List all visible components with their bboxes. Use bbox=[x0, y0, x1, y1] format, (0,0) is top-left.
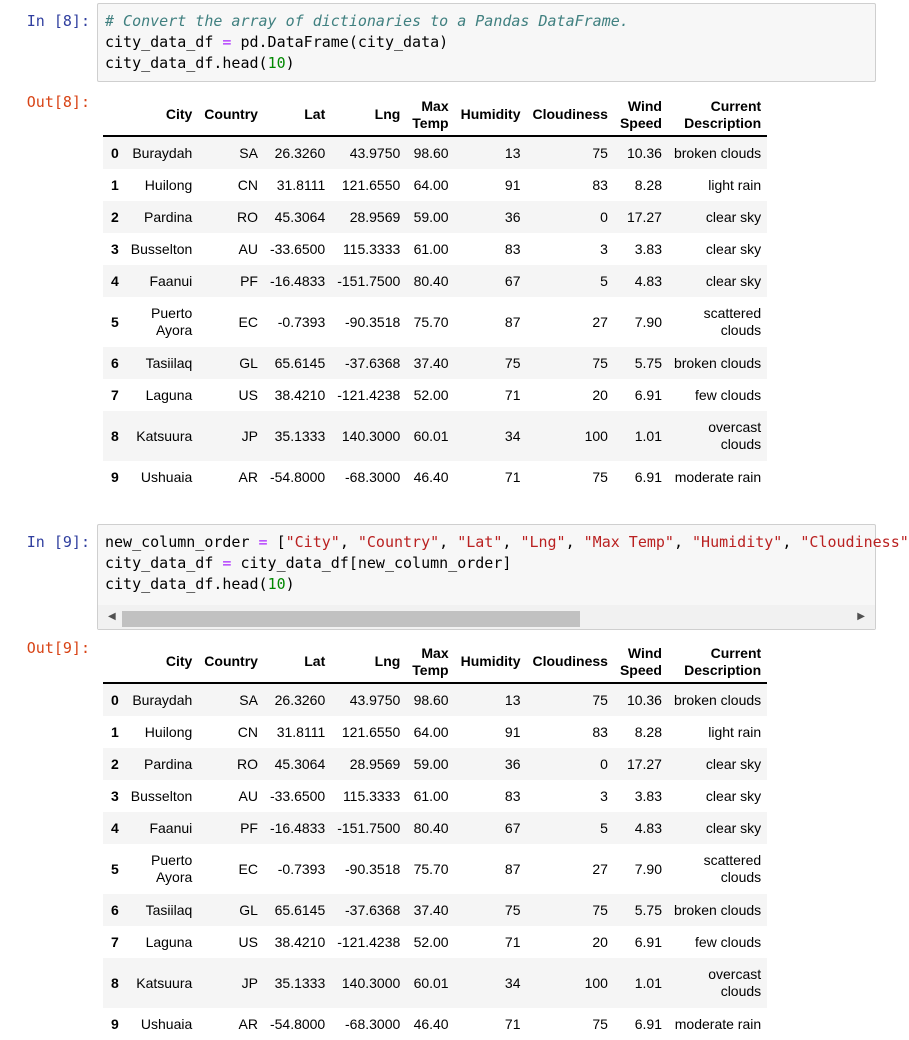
table-cell: AU bbox=[238, 787, 258, 804]
table-cell: 6.91 bbox=[634, 933, 662, 950]
table-cell: CN bbox=[237, 176, 258, 193]
table-cell: 64.00 bbox=[413, 723, 449, 740]
table-cell: 6.91 bbox=[634, 468, 662, 485]
table-cell: 45.3064 bbox=[274, 208, 326, 225]
table-cell: -0.7393 bbox=[277, 313, 326, 330]
table-cell: 35.1333 bbox=[274, 427, 326, 444]
table-cell: Buraydah bbox=[132, 691, 193, 708]
column-header: Current Description bbox=[668, 94, 767, 136]
table-cell: 75 bbox=[592, 901, 608, 918]
table-cell: 28.9569 bbox=[349, 208, 401, 225]
table-cell: 121.6550 bbox=[341, 723, 401, 740]
table-cell: broken clouds bbox=[673, 354, 762, 371]
code-line bbox=[105, 574, 868, 595]
table-cell: Tasiilaq bbox=[145, 901, 193, 918]
table-cell: clear sky bbox=[705, 787, 762, 804]
table-cell: overcast clouds bbox=[708, 966, 762, 999]
code-token: city_data_df[new_column_order] bbox=[231, 554, 512, 572]
row-index: 0 bbox=[111, 691, 119, 708]
code-token: , bbox=[673, 533, 693, 551]
table-cell: 5.75 bbox=[634, 354, 662, 371]
table-row bbox=[103, 461, 767, 493]
table-cell: 83 bbox=[592, 723, 608, 740]
column-header: Country bbox=[198, 641, 264, 683]
table-row bbox=[103, 136, 767, 169]
code-line bbox=[105, 553, 868, 574]
code-token: = bbox=[222, 33, 232, 51]
table-cell: Pardina bbox=[144, 208, 193, 225]
table-cell: 45.3064 bbox=[274, 755, 326, 772]
row-index: 9 bbox=[111, 468, 119, 485]
column-header bbox=[103, 641, 125, 683]
row-index: 1 bbox=[111, 176, 119, 193]
table-cell: Pardina bbox=[144, 755, 193, 772]
column-header: Current Description bbox=[668, 641, 767, 683]
table-cell: -54.8000 bbox=[269, 468, 326, 485]
table-cell: -33.6500 bbox=[269, 787, 326, 804]
table-cell: 13 bbox=[504, 691, 521, 708]
column-header: Lat bbox=[264, 641, 331, 683]
table-cell: 37.40 bbox=[413, 901, 449, 918]
table-cell: 13 bbox=[504, 144, 521, 161]
column-header: Country bbox=[198, 94, 264, 136]
table-row bbox=[103, 958, 767, 1008]
table-cell: broken clouds bbox=[673, 901, 762, 918]
table-cell: 8.28 bbox=[634, 176, 662, 193]
table-cell: 83 bbox=[504, 240, 521, 257]
table-cell: scattered clouds bbox=[703, 305, 762, 338]
table-cell: 27 bbox=[592, 860, 608, 877]
column-header bbox=[103, 94, 125, 136]
table-cell: AR bbox=[238, 468, 258, 485]
table-cell: GL bbox=[239, 901, 258, 918]
code-line bbox=[105, 532, 909, 553]
code-token: city_data_df bbox=[105, 33, 223, 51]
table-cell: 59.00 bbox=[413, 755, 449, 772]
in-prompt-9: In [9]: bbox=[26, 533, 90, 551]
table-cell: CN bbox=[237, 723, 258, 740]
table-row bbox=[103, 411, 767, 461]
table-cell: 5 bbox=[600, 272, 608, 289]
table-cell: GL bbox=[239, 354, 258, 371]
table-cell: 71 bbox=[504, 1015, 521, 1032]
table-cell: PF bbox=[240, 272, 258, 289]
table-cell: 67 bbox=[504, 272, 521, 289]
code-token: new_column_order bbox=[105, 533, 259, 551]
table-cell: 75 bbox=[592, 468, 608, 485]
table-cell: EC bbox=[238, 860, 258, 877]
row-index: 3 bbox=[111, 240, 119, 257]
row-index: 6 bbox=[111, 901, 119, 918]
table-cell: 10.36 bbox=[626, 144, 662, 161]
scroll-left-icon[interactable]: ◀ bbox=[108, 611, 116, 622]
table-cell: 71 bbox=[504, 933, 521, 950]
code-token: "Lng" bbox=[520, 533, 566, 551]
table-row bbox=[103, 379, 767, 411]
code-cell-9[interactable] bbox=[97, 524, 909, 630]
code-editor[interactable] bbox=[98, 525, 909, 602]
table-cell: 20 bbox=[592, 933, 608, 950]
table-cell: Busselton bbox=[130, 240, 193, 257]
table-cell: Huilong bbox=[144, 723, 193, 740]
table-cell: 140.3000 bbox=[341, 427, 401, 444]
table-row bbox=[103, 233, 767, 265]
column-header: City bbox=[125, 641, 198, 683]
in-prompt-8: In [8]: bbox=[26, 12, 90, 30]
table-cell: 3 bbox=[600, 240, 608, 257]
table-row bbox=[103, 297, 767, 347]
table-cell: few clouds bbox=[695, 386, 762, 403]
column-header: Lat bbox=[264, 94, 331, 136]
column-header: Humidity bbox=[455, 94, 527, 136]
table-cell: 26.3260 bbox=[274, 691, 326, 708]
table-cell: 0 bbox=[600, 208, 608, 225]
table-cell: 115.3333 bbox=[342, 240, 401, 257]
table-cell: 80.40 bbox=[413, 819, 449, 836]
table-cell: 98.60 bbox=[413, 144, 449, 161]
row-index: 7 bbox=[111, 386, 119, 403]
table-cell: -0.7393 bbox=[277, 860, 326, 877]
code-token: city_data_df bbox=[105, 554, 223, 572]
table-cell: Faanui bbox=[149, 819, 193, 836]
table-cell: 6.91 bbox=[634, 1015, 662, 1032]
code-token: # Convert the array of dictionaries to a Pandas DataFrame. bbox=[105, 12, 629, 30]
table-cell: moderate rain bbox=[674, 468, 762, 485]
code-editor[interactable] bbox=[98, 4, 875, 81]
table-cell: 34 bbox=[504, 974, 521, 991]
table-cell: clear sky bbox=[705, 272, 762, 289]
table-row bbox=[103, 169, 767, 201]
table-cell: EC bbox=[238, 313, 258, 330]
table-cell: 87 bbox=[504, 313, 521, 330]
code-line bbox=[105, 32, 868, 53]
table-cell: broken clouds bbox=[673, 691, 762, 708]
scroll-right-icon[interactable]: ▶ bbox=[857, 611, 865, 622]
code-line bbox=[105, 53, 868, 74]
column-header: Lng bbox=[331, 641, 406, 683]
table-cell: 38.4210 bbox=[274, 933, 326, 950]
code-token: = bbox=[258, 533, 268, 551]
table-cell: 60.01 bbox=[413, 427, 449, 444]
dataframe-output-9 bbox=[103, 641, 767, 1040]
out-prompt-9: Out[9]: bbox=[26, 639, 90, 657]
table-cell: 100 bbox=[584, 427, 608, 444]
table-header-row bbox=[103, 94, 767, 136]
table-row bbox=[103, 926, 767, 958]
table-row bbox=[103, 683, 767, 716]
scrollbar-thumb[interactable] bbox=[122, 611, 580, 627]
out-prompt-8: Out[8]: bbox=[26, 93, 90, 111]
table-cell: 87 bbox=[504, 860, 521, 877]
table-cell: Huilong bbox=[144, 176, 193, 193]
column-header: Humidity bbox=[455, 641, 527, 683]
table-cell: 0 bbox=[600, 755, 608, 772]
code-token: , bbox=[782, 533, 801, 551]
table-cell: 65.6145 bbox=[274, 354, 326, 371]
table-cell: 140.3000 bbox=[341, 974, 401, 991]
table-cell: RO bbox=[236, 755, 258, 772]
table-cell: 26.3260 bbox=[274, 144, 326, 161]
table-cell: 4.83 bbox=[634, 272, 662, 289]
table-cell: 75 bbox=[504, 354, 521, 371]
table-cell: 17.27 bbox=[626, 755, 662, 772]
table-cell: 3 bbox=[600, 787, 608, 804]
table-cell: SA bbox=[239, 691, 258, 708]
table-cell: 71 bbox=[504, 468, 521, 485]
table-cell: 75 bbox=[592, 691, 608, 708]
table-cell: -37.6368 bbox=[345, 354, 401, 371]
row-index: 6 bbox=[111, 354, 119, 371]
table-cell: 100 bbox=[584, 974, 608, 991]
table-row bbox=[103, 812, 767, 844]
code-token: "Cloudiness" bbox=[800, 533, 909, 551]
code-line bbox=[105, 11, 868, 32]
table-cell: 31.8111 bbox=[276, 176, 326, 193]
table-cell: 46.40 bbox=[413, 1015, 449, 1032]
table-cell: -90.3518 bbox=[345, 860, 401, 877]
table-cell: Katsuura bbox=[136, 427, 193, 444]
table-cell: -68.3000 bbox=[345, 468, 401, 485]
table-cell: US bbox=[238, 386, 258, 403]
code-token: city_data_df.head( bbox=[105, 575, 268, 593]
table-cell: 46.40 bbox=[413, 468, 449, 485]
code-token: 10 bbox=[267, 575, 286, 593]
table-row bbox=[103, 265, 767, 297]
column-header: Max Temp bbox=[406, 641, 454, 683]
code-token: ) bbox=[285, 575, 295, 593]
table-cell: 5.75 bbox=[634, 901, 662, 918]
table-cell: Katsuura bbox=[136, 974, 193, 991]
code-token: "Country" bbox=[357, 533, 440, 551]
row-index: 7 bbox=[111, 933, 119, 950]
table-cell: Tasiilaq bbox=[145, 354, 193, 371]
table-cell: 75.70 bbox=[413, 313, 449, 330]
table-cell: overcast clouds bbox=[708, 419, 762, 452]
table-cell: 10.36 bbox=[626, 691, 662, 708]
table-cell: clear sky bbox=[705, 819, 762, 836]
table-cell: -121.4238 bbox=[337, 933, 401, 950]
table-cell: -90.3518 bbox=[345, 313, 401, 330]
table-cell: 7.90 bbox=[634, 313, 662, 330]
table-cell: Puerto Ayora bbox=[151, 852, 193, 885]
table-cell: broken clouds bbox=[673, 144, 762, 161]
table-cell: 8.28 bbox=[634, 723, 662, 740]
table-cell: 65.6145 bbox=[274, 901, 326, 918]
table-cell: -16.4833 bbox=[269, 819, 326, 836]
table-cell: -151.7500 bbox=[337, 819, 401, 836]
column-header: Lng bbox=[331, 94, 406, 136]
row-index: 4 bbox=[111, 272, 119, 289]
table-cell: Faanui bbox=[149, 272, 193, 289]
code-token: pd.DataFrame(city_data) bbox=[231, 33, 449, 51]
table-row bbox=[103, 1008, 767, 1040]
row-index: 1 bbox=[111, 723, 119, 740]
column-header: Wind Speed bbox=[614, 641, 668, 683]
table-cell: 37.40 bbox=[413, 354, 449, 371]
table-row bbox=[103, 347, 767, 379]
table-cell: 60.01 bbox=[413, 974, 449, 991]
table-cell: -16.4833 bbox=[269, 272, 326, 289]
code-token: "City" bbox=[285, 533, 340, 551]
table-cell: PF bbox=[240, 819, 258, 836]
table-cell: 3.83 bbox=[634, 787, 662, 804]
table-cell: 5 bbox=[600, 819, 608, 836]
code-token: "Humidity" bbox=[692, 533, 783, 551]
code-token: = bbox=[222, 554, 232, 572]
code-token: , bbox=[565, 533, 584, 551]
table-cell: 43.9750 bbox=[349, 691, 401, 708]
code-token: "Lat" bbox=[457, 533, 503, 551]
table-cell: Ushuaia bbox=[140, 1015, 193, 1032]
table-cell: clear sky bbox=[705, 208, 762, 225]
table-cell: 67 bbox=[504, 819, 521, 836]
table-cell: US bbox=[238, 933, 258, 950]
table-row bbox=[103, 201, 767, 233]
table-cell: JP bbox=[241, 427, 258, 444]
code-token: [ bbox=[267, 533, 286, 551]
table-cell: moderate rain bbox=[674, 1015, 762, 1032]
table-cell: 17.27 bbox=[626, 208, 662, 225]
table-row bbox=[103, 844, 767, 894]
table-cell: Laguna bbox=[145, 386, 193, 403]
table-cell: light rain bbox=[708, 176, 762, 193]
table-header-row bbox=[103, 641, 767, 683]
row-index: 5 bbox=[111, 860, 119, 877]
table-cell: 59.00 bbox=[413, 208, 449, 225]
code-token: city_data_df.head( bbox=[105, 54, 268, 72]
table-cell: -151.7500 bbox=[337, 272, 401, 289]
table-row bbox=[103, 780, 767, 812]
table-cell: JP bbox=[241, 974, 258, 991]
table-cell: 43.9750 bbox=[349, 144, 401, 161]
column-header: Cloudiness bbox=[527, 641, 614, 683]
row-index: 2 bbox=[111, 208, 119, 225]
table-cell: Puerto Ayora bbox=[151, 305, 193, 338]
code-token: , bbox=[439, 533, 458, 551]
table-cell: clear sky bbox=[705, 240, 762, 257]
table-cell: 64.00 bbox=[413, 176, 449, 193]
table-cell: -37.6368 bbox=[345, 901, 401, 918]
table-cell: 36 bbox=[504, 208, 521, 225]
table-cell: Ushuaia bbox=[140, 468, 193, 485]
table-cell: 75 bbox=[592, 1015, 608, 1032]
table-row bbox=[103, 748, 767, 780]
dataframe-output-8 bbox=[103, 94, 767, 493]
table-cell: 27 bbox=[592, 313, 608, 330]
table-cell: 34 bbox=[504, 427, 521, 444]
column-header: City bbox=[125, 94, 198, 136]
table-cell: 83 bbox=[504, 787, 521, 804]
table-cell: Buraydah bbox=[132, 144, 193, 161]
code-token: 10 bbox=[267, 54, 286, 72]
table-cell: Laguna bbox=[145, 933, 193, 950]
table-cell: 115.3333 bbox=[342, 787, 401, 804]
table-cell: 75.70 bbox=[413, 860, 449, 877]
table-cell: 98.60 bbox=[413, 691, 449, 708]
table-cell: SA bbox=[239, 144, 258, 161]
column-header: Wind Speed bbox=[614, 94, 668, 136]
table-cell: 75 bbox=[504, 901, 521, 918]
table-cell: 52.00 bbox=[413, 933, 449, 950]
horizontal-scrollbar[interactable] bbox=[98, 605, 875, 629]
table-cell: -54.8000 bbox=[269, 1015, 326, 1032]
code-token: ) bbox=[285, 54, 295, 72]
table-cell: 75 bbox=[592, 144, 608, 161]
column-header: Cloudiness bbox=[527, 94, 614, 136]
table-cell: 61.00 bbox=[413, 787, 449, 804]
table-cell: 91 bbox=[504, 723, 521, 740]
row-index: 2 bbox=[111, 755, 119, 772]
table-cell: clear sky bbox=[705, 755, 762, 772]
table-cell: 36 bbox=[504, 755, 521, 772]
table-cell: 71 bbox=[504, 386, 521, 403]
code-cell-8[interactable] bbox=[97, 3, 876, 82]
row-index: 4 bbox=[111, 819, 119, 836]
table-cell: 80.40 bbox=[413, 272, 449, 289]
table-row bbox=[103, 894, 767, 926]
table-cell: 61.00 bbox=[413, 240, 449, 257]
code-token: , bbox=[339, 533, 358, 551]
table-cell: few clouds bbox=[695, 933, 762, 950]
table-cell: -121.4238 bbox=[337, 386, 401, 403]
table-cell: 35.1333 bbox=[274, 974, 326, 991]
table-cell: 6.91 bbox=[634, 386, 662, 403]
table-cell: RO bbox=[236, 208, 258, 225]
table-cell: 121.6550 bbox=[341, 176, 401, 193]
table-row bbox=[103, 716, 767, 748]
table-cell: 83 bbox=[592, 176, 608, 193]
table-cell: -33.6500 bbox=[269, 240, 326, 257]
code-token: "Max Temp" bbox=[583, 533, 674, 551]
row-index: 8 bbox=[111, 974, 119, 991]
table-cell: Busselton bbox=[130, 787, 193, 804]
table-cell: 3.83 bbox=[634, 240, 662, 257]
table-cell: 20 bbox=[592, 386, 608, 403]
table-cell: 91 bbox=[504, 176, 521, 193]
table-cell: AU bbox=[238, 240, 258, 257]
table-cell: 7.90 bbox=[634, 860, 662, 877]
row-index: 0 bbox=[111, 144, 119, 161]
row-index: 8 bbox=[111, 427, 119, 444]
row-index: 9 bbox=[111, 1015, 119, 1032]
table-cell: 75 bbox=[592, 354, 608, 371]
row-index: 3 bbox=[111, 787, 119, 804]
table-cell: AR bbox=[238, 1015, 258, 1032]
table-cell: 31.8111 bbox=[276, 723, 326, 740]
row-index: 5 bbox=[111, 313, 119, 330]
table-cell: light rain bbox=[708, 723, 762, 740]
code-token: , bbox=[502, 533, 521, 551]
table-cell: scattered clouds bbox=[703, 852, 762, 885]
table-cell: 1.01 bbox=[634, 427, 662, 444]
column-header: Max Temp bbox=[406, 94, 454, 136]
table-cell: 4.83 bbox=[634, 819, 662, 836]
table-cell: 38.4210 bbox=[274, 386, 326, 403]
table-cell: -68.3000 bbox=[345, 1015, 401, 1032]
table-cell: 28.9569 bbox=[349, 755, 401, 772]
table-cell: 52.00 bbox=[413, 386, 449, 403]
table-cell: 1.01 bbox=[634, 974, 662, 991]
